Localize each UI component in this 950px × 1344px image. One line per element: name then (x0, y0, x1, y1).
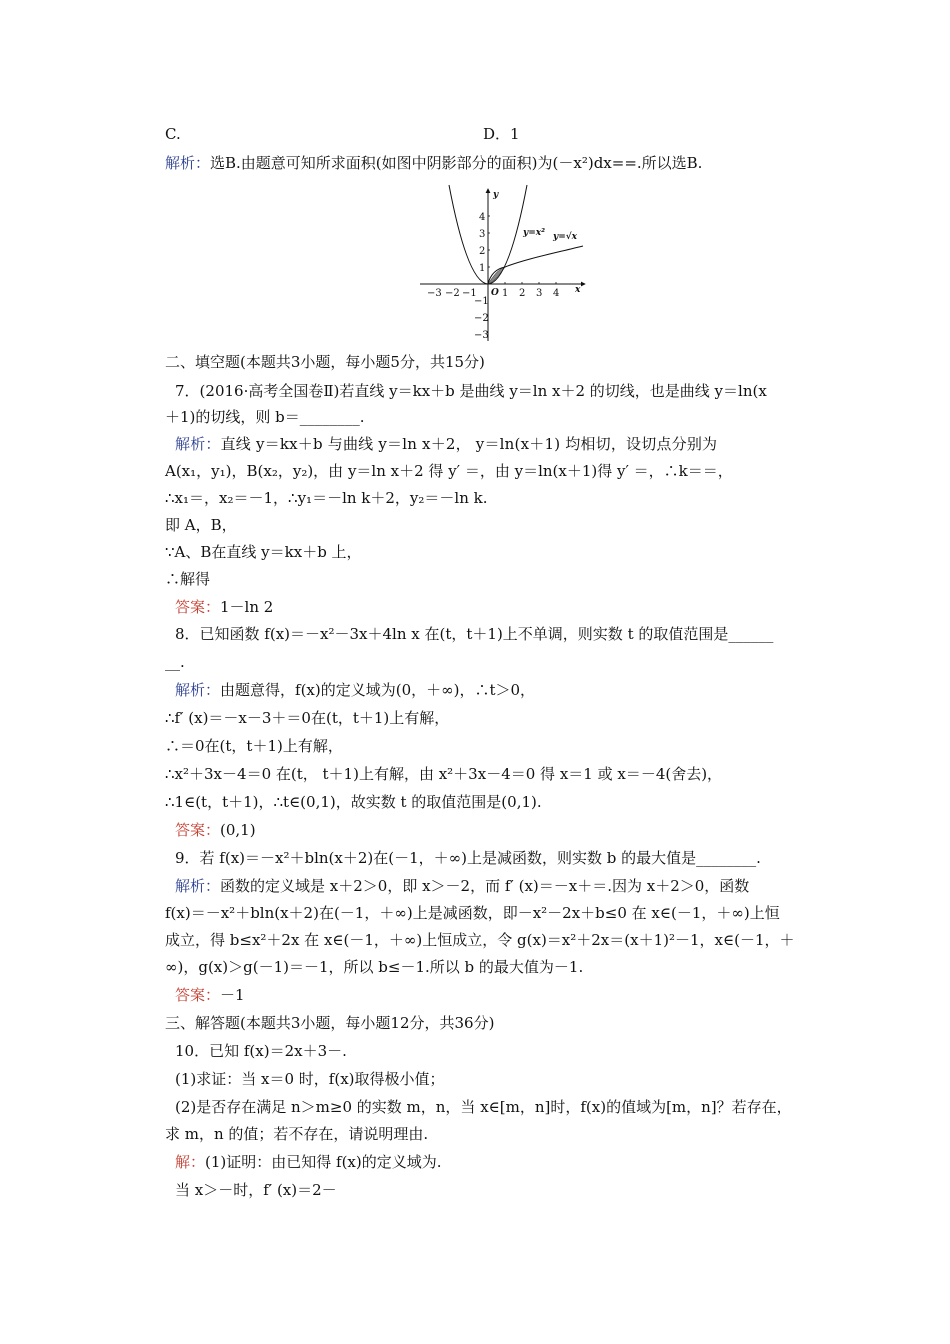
option-c: C. (165, 125, 181, 143)
q10-part-2a: (2)是否存在满足 n＞m≥0 的实数 m，n，当 x∈[m，n]时，f(x)的值域为[m，n]？若存在， (175, 1098, 792, 1116)
q8-analysis-2: ∴f′ (x)＝－x－3＋＝0在(t，t＋1)上有解， (165, 709, 450, 727)
q8-stem-2: __. (165, 653, 185, 671)
q7-analysis-4: 即 A，B， (165, 516, 237, 534)
curve1-label: y=x² (523, 228, 546, 238)
x-tick: 1 (502, 288, 509, 299)
q8-analysis-4: ∴x²＋3x－4＝0 在(t， t＋1)上有解，由 x²＋3x－4＝0 得 x＝1 或 x＝－4(舍去)， (165, 765, 723, 783)
analysis-label: 解析： (175, 877, 221, 895)
y-tick: 4 (479, 212, 486, 223)
x-tick: −1 (462, 288, 477, 299)
q10-solution-1 (175, 1152, 442, 1172)
q8-analysis-3: ∴＝0在(t，t＋1)上有解， (165, 737, 343, 755)
q8-answer (175, 820, 256, 840)
x-tick: −2 (445, 288, 460, 299)
analysis-label: 解析： (175, 435, 221, 453)
x-tick: 3 (536, 288, 543, 299)
q7-analysis-6: ∴解得 (165, 570, 211, 588)
analysis-label: 解析： (165, 154, 211, 172)
q7-analysis-5: ∵A、B在直线 y＝kx＋b 上， (165, 543, 362, 561)
y-tick: −3 (474, 330, 489, 341)
answer-label: 答案： (175, 821, 221, 839)
x-tick: 4 (553, 288, 560, 299)
q9-analysis-1 (175, 876, 749, 896)
q9-analysis-4: ∞)，g(x)＞g(－1)＝－1，所以 b≤－1.所以 b 的最大值为－1. (165, 958, 584, 976)
q8-analysis-1 (175, 680, 535, 700)
x-axis-label: x (575, 285, 581, 295)
analysis-text: 函数的定义域是 x＋2＞0，即 x＞－2，而 f′ (x)＝－x＋＝.因为 x＋2＞0，函数 (220, 877, 750, 895)
answer-value: －1 (220, 986, 245, 1004)
curve-sqrt (488, 246, 583, 284)
answer-label: 答案： (175, 986, 221, 1004)
q9-stem: 9．若 f(x)＝－x²＋bln(x＋2)在(－1，＋∞)上是减函数，则实数 b 的最大值是________. (175, 849, 761, 867)
x-tick: −3 (427, 288, 442, 299)
q7-analysis-3: ∴x₁＝，x₂＝－1，∴y₁＝－ln k＋2，y₂＝－ln k. (165, 489, 488, 507)
q6-analysis (165, 153, 702, 173)
q10-part-1: (1)求证：当 x＝0 时，f(x)取得极小值； (175, 1070, 445, 1088)
q7-answer (175, 597, 273, 617)
q8-analysis-5: ∴1∈(t，t＋1)，∴t∈(0,1)，故实数 t 的取值范围是(0,1). (165, 793, 542, 811)
y-axis-label: y (493, 190, 499, 200)
answer-value: 1－ln 2 (220, 598, 274, 616)
y-tick: −2 (474, 313, 489, 324)
analysis-text: 选B.由题意可知所求面积(如图中阴影部分的面积)为(－x²)dx==.所以选B. (210, 154, 703, 172)
section-3-title: 三、解答题(本题共3小题，每小题12分，共36分) (165, 1014, 495, 1032)
q10-solution-2: 当 x＞－时，f′ (x)＝2－ (175, 1181, 337, 1199)
q8-stem-1: 8．已知函数 f(x)＝－x²－3x＋4ln x 在(t，t＋1)上不单调，则实数 t 的取值范围是______ (175, 625, 774, 643)
q9-analysis-2: f(x)＝－x²＋bln(x＋2)在(－1，＋∞)上是减函数，即－x²－2x＋b≤0 在 x∈(－1，＋∞)上恒 (165, 904, 780, 922)
function-graph (415, 183, 590, 345)
shaded-area (488, 267, 505, 284)
solution-text: (1)证明：由已知得 f(x)的定义域为. (205, 1153, 442, 1171)
q7-stem-2: ＋1)的切线，则 b＝________. (165, 408, 365, 426)
x-tick: 2 (519, 288, 526, 299)
q7-analysis-2: A(x₁，y₁)，B(x₂，y₂)，由 y＝ln x＋2 得 y′ ＝，由 y＝ln(x＋1)得 y′ ＝，∴k＝＝， (165, 462, 733, 480)
analysis-label: 解析： (175, 681, 221, 699)
section-2-title: 二、填空题(本题共3小题，每小题5分，共15分) (165, 353, 485, 371)
origin-label: O (491, 288, 499, 298)
q10-stem: 10．已知 f(x)＝2x＋3－. (175, 1042, 347, 1060)
answer-label: 答案： (175, 598, 221, 616)
q9-analysis-3: 成立，得 b≤x²＋2x 在 x∈(－1，＋∞)上恒成立，令 g(x)＝x²＋2x＝(x＋1)²－1，x∈(－1，＋ (165, 931, 795, 949)
y-tick: 3 (479, 229, 486, 240)
curve2-label: y=√x (553, 232, 578, 242)
q7-stem-1: 7．(2016·高考全国卷Ⅱ)若直线 y＝kx＋b 是曲线 y＝ln x＋2 的切线，也是曲线 y＝ln(x (175, 382, 767, 400)
y-tick: 2 (479, 246, 486, 257)
option-d: D．1 (483, 125, 520, 143)
q9-answer (175, 985, 245, 1005)
y-tick: −1 (474, 296, 489, 307)
q10-part-2b: 求 m，n 的值；若不存在，请说明理由. (165, 1125, 429, 1143)
analysis-text: 直线 y＝kx＋b 与曲线 y＝ln x＋2， y＝ln(x＋1) 均相切，设切点分别为 (220, 435, 718, 453)
y-tick: 1 (479, 263, 486, 274)
answer-value: (0,1) (220, 821, 256, 839)
analysis-text: 由题意得，f(x)的定义域为(0，＋∞)，∴t＞0， (220, 681, 536, 699)
q7-analysis-1 (175, 434, 717, 454)
solution-label: 解： (175, 1153, 206, 1171)
